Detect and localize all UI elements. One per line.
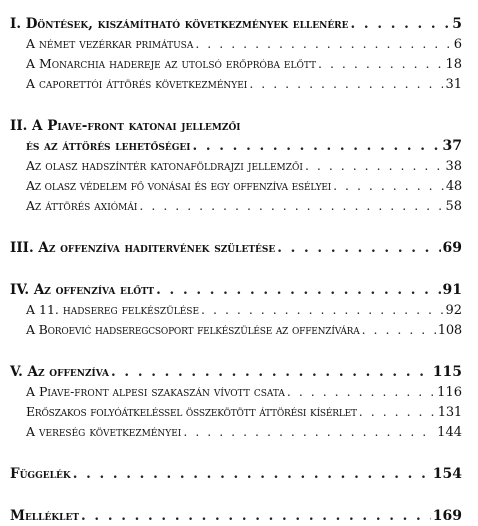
toc-appendix[interactable] <box>10 464 462 484</box>
toc-chapter-4[interactable] <box>10 280 462 300</box>
toc-entry-title: A caporettói áttörés következményei <box>26 76 248 91</box>
toc-entry-2-3[interactable] <box>10 196 462 216</box>
toc-chapter-2-line1[interactable] <box>10 116 462 136</box>
toc-leader-dots <box>305 156 444 176</box>
toc-entry-title: Az olasz védelem fő vonásai és egy offenzíva esélyei <box>26 178 332 193</box>
toc-entry-title: A Boroević hadseregcsoport felkészülése az offenzívára <box>26 322 360 337</box>
toc-page-number: 115 <box>432 364 462 380</box>
toc-page-number: 37 <box>442 138 462 154</box>
toc-chapter-title: II. A Piave-front katonai jellemzői <box>10 118 241 134</box>
toc-page-number: 169 <box>432 508 462 524</box>
toc-leader-dots <box>183 422 435 442</box>
toc-entry-title: Erőszakos folyóátkeléssel összekötött áttörési kísérlet <box>26 404 357 419</box>
toc-leader-dots <box>201 300 443 320</box>
toc-page-number: 58 <box>445 199 462 214</box>
toc-page-number: 154 <box>432 466 462 482</box>
toc-leader-dots <box>351 14 451 34</box>
toc-chapter-5[interactable] <box>10 362 462 382</box>
toc-leader-dots <box>73 464 431 484</box>
toc-chapter-3[interactable] <box>10 238 462 258</box>
toc-chapter-2[interactable] <box>10 136 462 156</box>
toc-page-number: 69 <box>442 240 462 256</box>
toc-page-number: 144 <box>437 425 462 440</box>
table-of-contents <box>10 14 462 526</box>
toc-entry-2-1[interactable] <box>10 156 462 176</box>
toc-entry-1-2[interactable] <box>10 54 462 74</box>
toc-leader-dots <box>156 280 440 300</box>
toc-chapter-title: I. Döntések, kiszámítható következmények ellenére <box>10 16 349 32</box>
toc-chapter-title: Függelék <box>10 466 71 482</box>
toc-leader-dots <box>277 238 440 258</box>
toc-chapter-title: IV. Az offenzíva előtt <box>10 282 155 298</box>
toc-entry-5-1[interactable] <box>10 382 462 402</box>
toc-leader-dots <box>195 34 451 54</box>
toc-leader-dots <box>362 320 436 340</box>
toc-chapter-1[interactable] <box>10 14 462 34</box>
toc-leader-dots <box>359 402 436 422</box>
toc-leader-dots <box>287 382 435 402</box>
toc-entry-title: A vereség következményei <box>26 424 182 439</box>
toc-entry-1-1[interactable] <box>10 34 462 54</box>
toc-chapter-title: V. Az offenzíva <box>10 364 110 380</box>
toc-chapter-title: III. Az offenzíva haditervének születése <box>10 240 276 256</box>
toc-entry-4-1[interactable] <box>10 300 462 320</box>
toc-page-number: 6 <box>453 37 462 52</box>
toc-chapter-title-cont: és az áttörés lehetőségei <box>26 138 191 154</box>
toc-entry-5-2[interactable] <box>10 402 462 422</box>
toc-entry-title: A Monarchia hadereje az utolsó erőpróba előtt <box>26 56 317 71</box>
toc-leader-dots <box>111 362 431 382</box>
toc-entry-2-2[interactable] <box>10 176 462 196</box>
toc-leader-dots <box>249 74 443 94</box>
toc-entry-title: A 11. hadsereg felkészülése <box>26 302 200 317</box>
toc-chapter-title: Melléklet <box>10 508 80 524</box>
toc-page-number: 91 <box>442 282 462 298</box>
toc-entry-title: A német vezérkar primátusa <box>26 36 194 51</box>
toc-leader-dots <box>139 196 443 216</box>
toc-page-number: 131 <box>437 405 462 420</box>
toc-entry-1-3[interactable] <box>10 74 462 94</box>
toc-entry-title: Az áttörés axiómái <box>26 198 138 213</box>
toc-page-number: 5 <box>452 16 462 32</box>
toc-page-number: 38 <box>445 159 462 174</box>
toc-page-number: 48 <box>445 179 462 194</box>
toc-leader-dots <box>81 506 431 526</box>
toc-page-number: 92 <box>445 303 462 318</box>
toc-attachment[interactable] <box>10 506 462 526</box>
toc-leader-dots <box>318 54 443 74</box>
toc-leader-dots <box>333 176 444 196</box>
toc-page-number: 108 <box>437 323 462 338</box>
toc-entry-title: Az olasz hadszíntér katonaföldrajzi jellemzői <box>26 158 303 173</box>
toc-page-number: 116 <box>437 385 462 400</box>
toc-page-number: 18 <box>445 57 462 72</box>
toc-entry-title: A Piave-front alpesi szakaszán vívott csata <box>26 384 285 399</box>
toc-leader-dots <box>192 136 440 156</box>
toc-page-number: 31 <box>445 77 462 92</box>
toc-entry-4-2[interactable] <box>10 320 462 340</box>
toc-entry-5-3[interactable] <box>10 422 462 442</box>
